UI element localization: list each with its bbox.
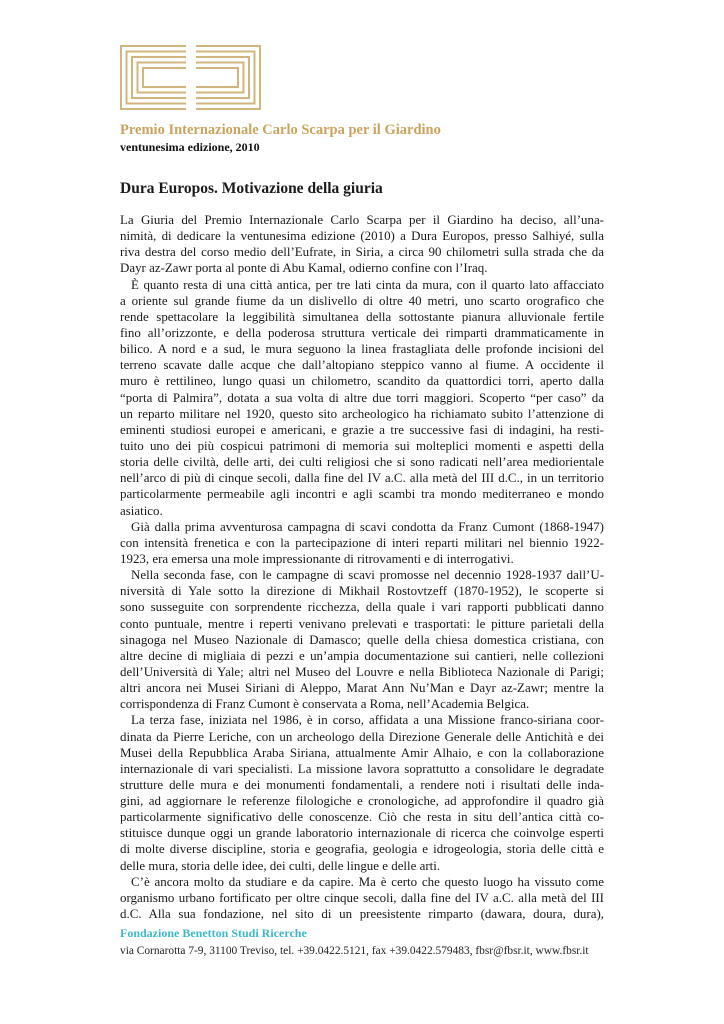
body-line: La terza fase, iniziata nel 1986, è in corso, affidata a una Missione franco-siriana coor-	[131, 712, 604, 728]
body-line: internazionale di vari specialisti. La missione lavora soprattutto a consolidare le degradate	[120, 760, 604, 776]
body-line: altri ancora nei Musei Siriani di Aleppo, Marat Ann Nu’Man e Dayr az-Zawr; mentre la	[120, 680, 604, 696]
body-line: nimità, di dedicare la ventunesima edizione (2010) a Dura Europos, presso Salhiyé, sulla	[120, 228, 604, 244]
body-line: storia delle civiltà, delle arti, dei culti religiosi che si sono radicati nell’area mediorientale	[120, 454, 604, 470]
body-line: nell’arco di più di cinque secoli, dalla fine del IV a.C. alla metà del III d.C., in un territorio	[120, 470, 604, 486]
body-line: rende spettacolare la leggibilità simultanea della sottostante pianura alluvionale fertile	[120, 308, 604, 324]
body-line: dinata da Pierre Leriche, con un archeologo della Direzione Generale delle Antichità e dei	[120, 728, 604, 744]
body-line: 1923, era emersa una mole impressionante di ritrovamenti e di interrogativi.	[120, 550, 514, 566]
foundation-name: Fondazione Benetton Studi Ricerche	[120, 926, 307, 940]
document-title: Dura Europos. Motivazione della giuria	[120, 180, 383, 197]
body-line: Già dalla prima avventurosa campagna di scavi condotta da Franz Cumont (1868-1947)	[131, 518, 604, 534]
body-line: gini, ad aggiornare le referenze filologiche e cronologiche, ad approfondire il quadro già	[120, 793, 604, 809]
concentric-square-brackets-logo-icon	[120, 45, 262, 111]
body-line: “porta di Palmira”, dotata a sua volta di altre due torri maggiori. Scoperto “per caso” da	[120, 389, 604, 405]
body-line: tuito uno dei più cospicui patrimoni di memoria sui molteplici momenti e aspetti della	[120, 437, 604, 453]
edition-subtitle: ventunesima edizione, 2010	[120, 140, 260, 154]
body-line: conto puntuale, mentre i reperti venivano prelevati e trasportati: le pitture parietali della	[120, 615, 604, 631]
body-line: riva destra del corso medio dell’Eufrate, in Siria, a circa 90 chilometri sulla strada che da	[120, 244, 604, 260]
body-line: un reparto militare nel 1920, questo sito archeologico ha richiamato subito l’attenzione di	[120, 405, 604, 421]
body-line: muro è rettilineo, lungo quasi un chilometro, scandito da quattordici torri, aperto dalla	[120, 373, 604, 389]
body-line: a oriente sul grande fiume da un dislivello di oltre 40 metri, uno scarto orografico che	[120, 292, 604, 308]
body-line: fino all’orizzonte, e della poderosa struttura verticale dei rimparti drammaticamente in	[120, 324, 604, 340]
body-line: Nella seconda fase, con le campagne di scavi promosse nel decennio 1928-1937 dall’U-	[131, 567, 604, 583]
body-line: dell’Università di Yale; altri nel Museo del Louvre e nella Biblioteca Nazionale di Parigi;	[120, 663, 604, 679]
body-line: particolarmente significativo delle conoscenze. Ciò che resta in situ dell’antica città co-	[120, 809, 604, 825]
body-line: sono susseguite con sorprendente ricchezza, della quale i vari rapporti pubblicati danno	[120, 599, 604, 615]
body-line: con intensità frenetica e con la partecipazione di interi reparti militari nel biennio 1922-	[120, 534, 604, 550]
body-line: sinagoga nel Museo Nazionale di Damasco; quelle della chiesa domestica cristiana, con	[120, 631, 604, 647]
body-line: È quanto resta di una città antica, per tre lati cinta da mura, con il quarto lato affacciato	[131, 276, 604, 292]
body-line: stituisce dunque oggi un grande laboratorio internazionale di ricerca che coinvolge esperti	[120, 825, 604, 841]
body-line: asiatico.	[120, 502, 163, 518]
body-line: La Giuria del Premio Internazionale Carlo Scarpa per il Giardino ha deciso, all’una-	[120, 212, 604, 227]
body-line: niversità di Yale sotto la direzione di Mikhail Rostovtzeff (1870-1952), le scoperte si	[120, 583, 604, 599]
prize-title: Premio Internazionale Carlo Scarpa per il Giardino	[120, 122, 441, 138]
body-line: Musei della Repubblica Araba Siriana, attualmente Amir Alhaio, e con la collaborazione	[120, 744, 604, 760]
body-line: terreno scavate dalle acque che dall’altopiano steppico vanno al fiume. A occidente il	[120, 357, 604, 373]
body-line: strutture delle mura e dei monumenti fondamentali, a rendere noti i risultati delle inda-	[120, 776, 604, 792]
foundation-contact: via Cornarotta 7-9, 31100 Treviso, tel. +39.0422.5121, fax +39.0422.579483, fbsr@fbsr.it, www.fbsr.it	[120, 945, 589, 957]
body-line: altre decine di migliaia di pezzi e un’ampia documentazione sui cantieri, nelle collezioni	[120, 647, 604, 663]
body-line: particolarmente permeabile agli incontri e agli scambi tra mondo mediterraneo e mondo	[120, 486, 604, 502]
document-body	[120, 212, 604, 922]
footer	[120, 926, 620, 959]
body-line: bilico. A nord e a sud, le mura seguono la linea frastagliata delle profonde incisioni del	[120, 341, 604, 357]
body-line: eminenti studiosi europei e americani, e grazie a tre successive fasi di indagini, ha resti-	[120, 421, 604, 437]
body-line: delle mura, storia delle idee, dei culti, delle lingue e delle arti.	[120, 857, 441, 873]
body-line: Dayr az-Zawr porta al ponte di Abu Kamal, odierno confine con l’Iraq.	[120, 260, 488, 276]
header	[120, 122, 620, 155]
body-line: di molte diverse discipline, storia e geografia, geologia e idrogeologia, storia delle città e	[120, 841, 604, 857]
body-line: organismo urbano fortificato per oltre cinque secoli, dalla fine del IV a.C. alla metà del III	[120, 889, 604, 905]
body-line: corrispondenza di Franz Cumont è conservata a Roma, nell’Academia Belgica.	[120, 696, 530, 712]
body-line: d.C. Alla sua fondazione, nel sito di un preesistente rimparto (dawara, doura, dura),	[120, 906, 604, 922]
body-line: C’è ancora molto da studiare e da capire. Ma è certo che questo luogo ha vissuto come	[131, 873, 604, 889]
